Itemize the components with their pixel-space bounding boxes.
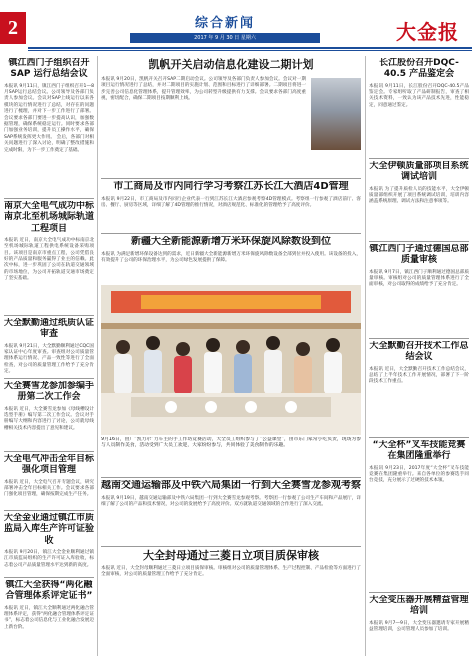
article-body: 本报讯 9月7—9日，大全变压器邀请专家开展精益管理培训，公司管理人员参加了培训。: [369, 620, 469, 632]
headline: 大全金业通过镇江市质监局入库生产许可证验收: [4, 513, 94, 546]
headline: 大全默勤通过纸质认证审查: [4, 318, 94, 340]
column-divider: [365, 56, 366, 656]
headline: 南京大全电气成功中标南京北至机场城际轨道工程项目: [4, 201, 94, 234]
article-left-4: [4, 381, 94, 449]
issue-date: 2017 年 9 月 30 日 星期六: [130, 33, 320, 43]
article-right-5: [369, 440, 469, 590]
article-divider: [101, 233, 361, 234]
section-title: 综合新闻: [194, 16, 255, 31]
article-body: 本报讯 近日，镇江大全顺利通过两化融合管理体系评定，获得“两化融合管理体系评定证书”，标志着公司信息化与工业化融合发展迈上新台阶。: [4, 605, 94, 630]
article-right-6: [369, 595, 469, 657]
header-rule-thin: [28, 50, 472, 51]
headline: 凯帆开关启动信息化建设二期计划: [148, 58, 314, 71]
article-body: 本报讯 9月23日，2017年度“大全杯”叉车技能竞赛在集团隆重举行。来自各单位的参赛选手同台竞技，充分展示了过硬的技术本领。: [369, 465, 469, 484]
article-divider: [4, 577, 94, 578]
article-body: 本报讯 近日，大全默勤召开技术工作总结会议，总结了上半年技术工作开展情况，部署了下一阶段技术工作重点。: [369, 366, 469, 385]
headline: “大全杯”叉车技能竞赛在集团隆重举行: [372, 440, 466, 462]
article-divider: [369, 338, 469, 339]
headline: 大全变压器开展精益管理培训: [369, 595, 469, 617]
article-body: 本报讯 9月21日，大全默勤顺利通过CQC国家认证中心年度审查。审查组对公司质量管理体系运行情况、产品一致性等进行了全面检查，对公司的质量管理工作给予了充分肯定。: [4, 343, 94, 375]
article-text-and-photo: [101, 74, 361, 150]
headline: 市工商局及市内同行学习考察江苏长江大酒店4D管理: [113, 181, 349, 192]
article-divider: [4, 198, 94, 199]
article-body: 本报讯 为了提升质检人员的技能水平，大全伊顿质量部组织开展了项目系统调试培训，培训内容涵盖系统原理、调试方法和注意事项等。: [369, 186, 469, 205]
article-body: 本报讯 9月22日，市工商局及市内同行企业代表一行到江苏长江大酒店参观考察4D管理模式。考察组一行参观了酒店前厅、客房、餐厅、厨房等区域，详细了解了4D管理的推行情况，对酒店规范化、标准化的管理给予了高度评价。: [101, 196, 361, 208]
headline: 大全封母通过三菱日立项目质保审核: [143, 549, 319, 562]
article-body: 本报讯 9月20日，镇江大全金业顺利通过镇江市质监局组织的生产许可证入库验收，标志着公司产品质量管理水平达到新的高度。: [4, 549, 94, 568]
headline: 镇江大全获得“两化融合管理体系评定证书”: [5, 580, 93, 602]
article-body: 本报讯 近日，大全赛雪龙参加《母线槽设计选型手册》编写第二次工作会议。会议对手册编写大纲和内容进行了讨论，公司就母线槽相关技术内容提出了意见和建议。: [4, 406, 94, 431]
photo-caption-box: [101, 437, 361, 475]
event-photo: [101, 285, 361, 435]
headline: 镇江西门子通过德国总部质量审核: [369, 244, 469, 266]
article-right-4: [369, 341, 469, 435]
article-divider: [101, 546, 361, 547]
headline: 镇江西门子组织召开SAP 运行总结会议: [8, 58, 90, 80]
photo-caption: 9月16日，由广“凯力尔”力车主的手工作坊竞赛活动，大全员工组织参与了“公益课堂”，由市东门家常小吃负责，现场为参与人员制作美食，活动受到广大员工欢迎，大家纷纷参与，共同体验了美食制作的乐趣。: [101, 437, 361, 449]
article-body: 本报讯 9月20日，凯帆开关召开SAP二期启动会议。公司领导及各部门负责人参加会议。会议对一期项目运行情况进行了总结，并对二期项目的实施计划、范围和目标进行了详细部署。二期项目将进一步完善公司信息化管理体系，提升管理效率，为公司转型升级提供有力支撑。会议要求各部门高度重视，密切配合，确保二期项目按期顺利上线。: [101, 76, 306, 101]
article-left-2: [4, 201, 94, 313]
article-body: 本报讯 近日，大全电气召开专题会议，研究部署冲击全年目标相关工作。会议要求各部门强化项目管理，确保按期完成生产任务。: [4, 479, 94, 498]
article-body: 本报讯 9月7日，镇江西门子顺利通过德国总部质量审核。审核组对公司的质量管理体系进行了全面审核，对公司取得的成绩给予了充分肯定。: [369, 269, 469, 288]
article-left-3: [4, 318, 94, 376]
article-body: 本报讯 9月11日，镇江西门子组织召开1—8月SAP运行总结会议。公司领导及各部门负责人参加会议。会议对SAP上线运行以来各模块的运行情况进行了总结，对存在的问题进行了梳理，并对下一步工作进行了部署。会议要求各部门要进一步提高认识，加强数据管理，确保系统稳定运行。同时要求各部门加强业务培训，提升员工操作水平，确保SAP系统发挥更大作用。 会后，各部门对相关问题进行了深入讨论，明确了整改措施和完成时限，为下一步工作奠定了基础。: [4, 83, 94, 153]
article-left-6: [4, 513, 94, 575]
headline: 新疆大全新能源新增万米环保旋风除数设到位: [131, 236, 331, 247]
article-divider: [369, 592, 469, 593]
article-divider: [369, 241, 469, 242]
article-divider: [4, 315, 94, 316]
article-divider: [4, 451, 94, 452]
page-header: [0, 0, 472, 52]
event-photo-illustration: [101, 285, 361, 435]
article-left-1: [4, 58, 94, 196]
article-body: 本报讯 为满足新增环保设备达到的需求，近日新疆大全新能源新增万米环保旋风除数设备全部到位并投入使用。该设备的投入，有效提升了公司的环保治理水平，为公司绿色发展提供了保障。: [101, 251, 361, 263]
article-left-7: [4, 580, 94, 656]
headline: 大全电气冲击全年目标强化项目管理: [4, 454, 94, 476]
column-divider: [97, 56, 98, 656]
article-center-2: [101, 181, 361, 231]
article-divider: [4, 510, 94, 511]
article-divider: [101, 178, 361, 179]
section-masthead: [130, 12, 320, 46]
headline: 大全赛雪龙参加参编手册第二次工作会: [4, 381, 94, 403]
article-body: 本报讯 近日，大全封母顺利通过三菱日立项目质保审核。审核组对公司的质量管理体系、生产过程控制、产品检验等方面进行了全面审核，对公司的质量管理工作给予了充分肯定。: [101, 565, 361, 578]
article-center-3: [101, 236, 361, 282]
header-rule: [28, 47, 472, 49]
article-left-5: [4, 454, 94, 508]
article-body: 本报讯 9月11日，长江股份召开DQC-40.5产品鉴定会。专家组听取了产品研制报告，审查了相关技术资料，一致认为该产品技术先进，性能稳定，同意通过鉴定。: [369, 83, 469, 108]
article-center-4: [101, 480, 361, 544]
article-right-2: [369, 161, 469, 239]
article-center-1: [101, 58, 361, 176]
article-divider: [369, 437, 469, 438]
article-right-3: [369, 244, 469, 336]
article-body: 本报讯 近日，南京大全电气成功中标南京北至机场城际轨道工程供电系统设备采购项目。该项目是南京市重点工程，公司凭借良好的产品质量和服务赢得了业主的信赖。此次中标，进一步巩固了公司在轨道交通领域的市场地位，为公司开拓轨道交通市场奠定了坚实基础。: [4, 237, 94, 282]
headline: 大全默勤召开技术工作总结会议: [369, 341, 469, 363]
article-divider: [101, 477, 361, 478]
article-center-5: [101, 549, 361, 656]
article-body: 本报讯 9月19日，越南交通运输部及中铁六局集团一行到大全赛雪龙参观考察。考察团一行参观了公司生产车间和产品展厅，详细了解了公司的产品和技术情况，对公司的发展给予了高度评价。双方就轨道交通领域的合作进行了深入交流。: [101, 495, 361, 507]
headline: 长江股份召开DQC-40.5 产品鉴定会: [379, 58, 459, 80]
article-divider: [4, 378, 94, 379]
meeting-photo: [311, 78, 361, 150]
article-divider: [369, 158, 469, 159]
page-number: 2: [0, 12, 26, 44]
brand-logo: 大金报: [396, 20, 459, 44]
article-right-1: [369, 58, 469, 156]
headline: 越南交通运输部及中铁六局集团一行到大全赛雪龙参观考察: [101, 480, 361, 491]
headline: 大全伊顿质量部项目系统调试培训: [369, 161, 469, 183]
